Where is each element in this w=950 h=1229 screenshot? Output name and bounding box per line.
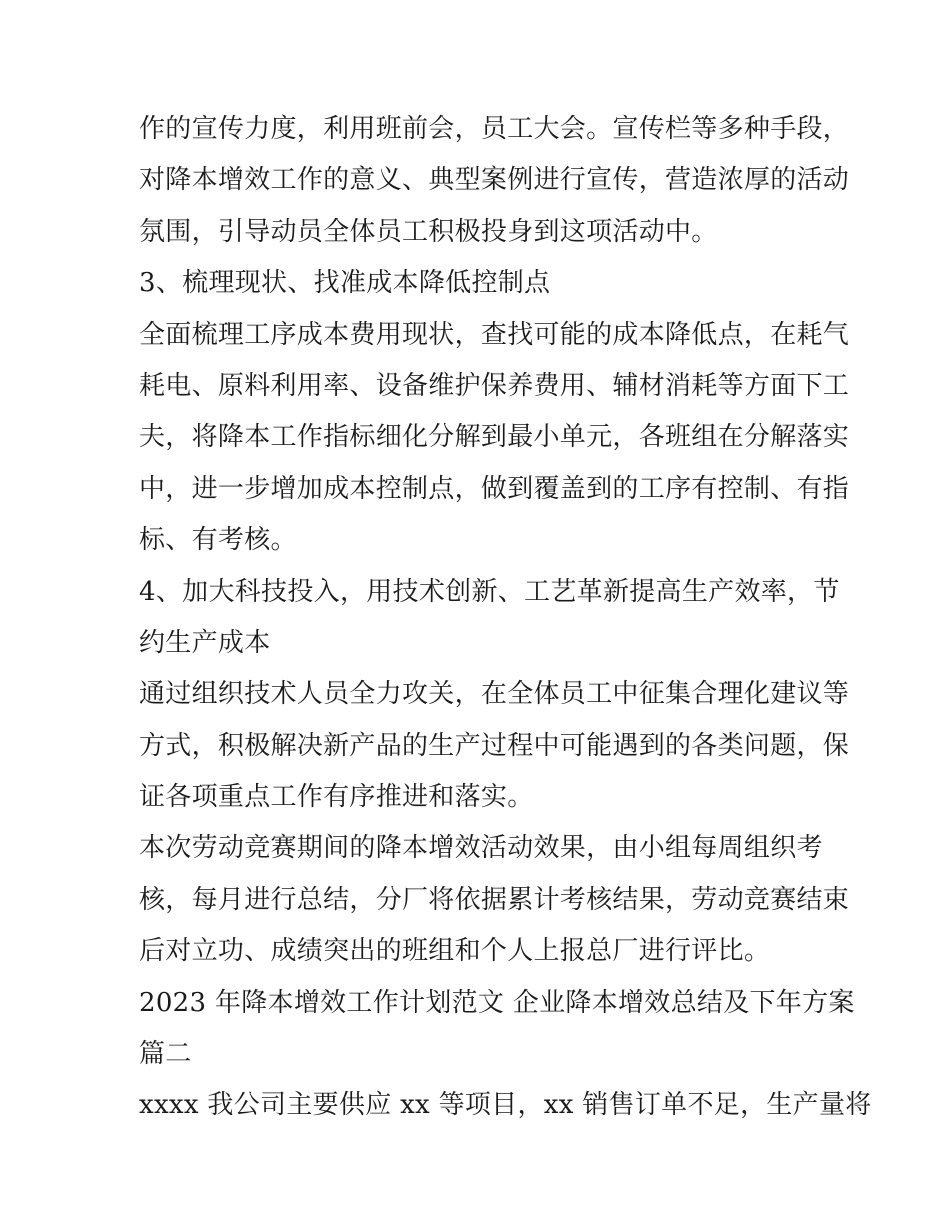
section-heading-4: 4、加大科技投入，用技术创新、工艺革新提高生产效率，节 [139,576,840,607]
article-title: 2023 年降本增效工作计划范文 企业降本增效总结及下年方案 [139,987,855,1018]
text-line: 后对立功、成绩突出的班组和个人上报总厂进行评比。 [139,936,771,967]
text-line: 中，进一步增加成本控制点，做到覆盖到的工序有控制、有指 [139,473,850,504]
text-line: 夫，将降本工作指标细化分解到最小单元，各班组在分解落实 [139,422,850,453]
text-line: 核，每月进行总结，分厂将依据累计考核结果，劳动竞赛结束 [139,884,850,915]
text-line: 通过组织技术人员全力攻关，在全体员工中征集合理化建议等 [139,679,850,710]
text-line: 对降本增效工作的意义、典型案例进行宣传，营造浓厚的活动 [139,165,850,196]
text-line: 耗电、原料利用率、设备维护保养费用、辅材消耗等方面下工 [139,370,850,401]
document-body [139,104,872,1132]
text-line: 本次劳动竞赛期间的降本增效活动效果，由小组每周组织考 [139,833,823,864]
article-subtitle: 篇二 [139,1039,192,1070]
text-line: 方式，积极解决新产品的生产过程中可能遇到的各类问题，保 [139,730,850,761]
text-line: 标、有考核。 [139,525,297,556]
text-line: 氛围，引导动员全体员工积极投身到这项活动中。 [139,216,718,247]
text-line: 证各项重点工作有序推进和落实。 [139,782,534,813]
text-line: 全面梳理工序成本费用现状，查找可能的成本降低点，在耗气 [139,319,850,350]
text-line: xxxx 我公司主要供应 xx 等项目，xx 销售订单不足，生产量将 [139,1090,872,1121]
text-line: 作的宣传力度，利用班前会，员工大会。宣传栏等多种手段， [139,114,850,144]
section-heading-3: 3、梳理现状、找准成本降低控制点 [139,268,551,299]
section-heading-4-cont: 约生产成本 [139,627,271,658]
